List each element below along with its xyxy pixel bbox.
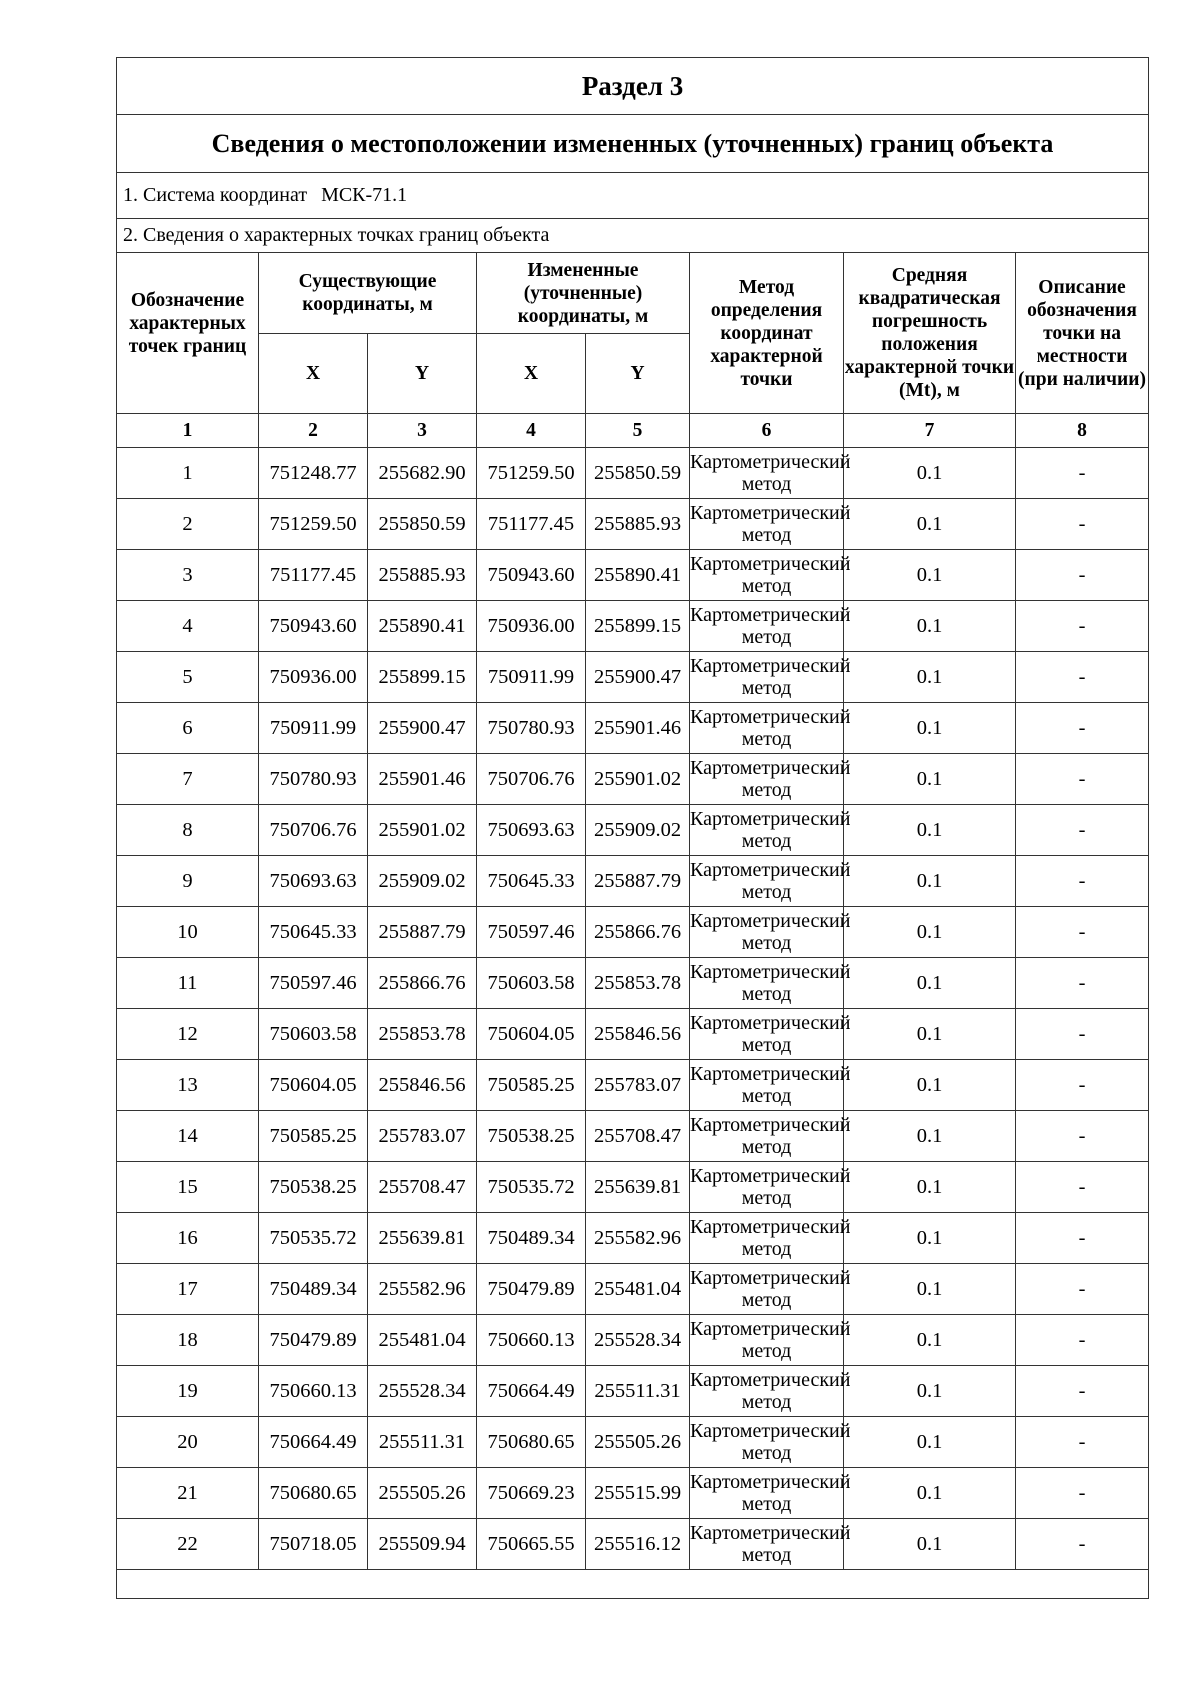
existing-y-cell: 255511.31 [368, 1417, 477, 1468]
table-row [117, 1315, 1149, 1366]
existing-y-cell: 255853.78 [368, 1009, 477, 1060]
description-cell: - [1016, 1468, 1149, 1519]
error-cell: 0.1 [844, 1315, 1016, 1366]
changed-y-cell: 255528.34 [586, 1315, 690, 1366]
point-number-cell: 13 [117, 1060, 259, 1111]
coordinate-system-row [117, 173, 1149, 219]
table-row [117, 1060, 1149, 1111]
header-existing-y: Y [368, 334, 477, 414]
existing-x-cell: 750597.46 [259, 958, 368, 1009]
existing-y-cell: 255708.47 [368, 1162, 477, 1213]
description-cell: - [1016, 601, 1149, 652]
changed-x-cell: 750604.05 [477, 1009, 586, 1060]
changed-x-cell: 750538.25 [477, 1111, 586, 1162]
table-row [117, 754, 1149, 805]
existing-y-cell: 255909.02 [368, 856, 477, 907]
existing-x-cell: 750479.89 [259, 1315, 368, 1366]
changed-y-cell: 255850.59 [586, 448, 690, 499]
table-row [117, 1162, 1149, 1213]
description-cell: - [1016, 1009, 1149, 1060]
description-cell: - [1016, 550, 1149, 601]
method-cell: Картометрический метод [690, 1060, 844, 1111]
points-heading: 2. Сведения о характерных точках границ объекта [117, 219, 1149, 253]
existing-x-cell: 750706.76 [259, 805, 368, 856]
existing-x-cell: 750535.72 [259, 1213, 368, 1264]
error-cell: 0.1 [844, 703, 1016, 754]
changed-y-cell: 255885.93 [586, 499, 690, 550]
error-cell: 0.1 [844, 1264, 1016, 1315]
existing-x-cell: 750780.93 [259, 754, 368, 805]
existing-x-cell: 750585.25 [259, 1111, 368, 1162]
description-cell: - [1016, 1519, 1149, 1570]
error-cell: 0.1 [844, 805, 1016, 856]
header-description: Описание обозначения точки на местности (при наличии) [1016, 253, 1149, 414]
boundary-points-table [116, 57, 1149, 1599]
method-cell: Картометрический метод [690, 1111, 844, 1162]
point-number-cell: 14 [117, 1111, 259, 1162]
existing-x-cell: 750603.58 [259, 1009, 368, 1060]
changed-y-cell: 255901.02 [586, 754, 690, 805]
existing-y-cell: 255481.04 [368, 1315, 477, 1366]
changed-x-cell: 750664.49 [477, 1366, 586, 1417]
header-error: Средняя квадратическая погрешность положения характерной точки (Mt), м [844, 253, 1016, 414]
document-sheet [116, 57, 1148, 1599]
point-number-cell: 17 [117, 1264, 259, 1315]
point-number-cell: 15 [117, 1162, 259, 1213]
point-number-cell: 9 [117, 856, 259, 907]
point-number-cell: 12 [117, 1009, 259, 1060]
table-row [117, 499, 1149, 550]
point-number-cell: 22 [117, 1519, 259, 1570]
method-cell: Картометрический метод [690, 1162, 844, 1213]
changed-x-cell: 750603.58 [477, 958, 586, 1009]
changed-y-cell: 255846.56 [586, 1009, 690, 1060]
existing-x-cell: 750911.99 [259, 703, 368, 754]
table-row [117, 1366, 1149, 1417]
method-cell: Картометрический метод [690, 1009, 844, 1060]
existing-x-cell: 751259.50 [259, 499, 368, 550]
method-cell: Картометрический метод [690, 1468, 844, 1519]
existing-x-cell: 750538.25 [259, 1162, 368, 1213]
description-cell: - [1016, 1417, 1149, 1468]
description-cell: - [1016, 1366, 1149, 1417]
existing-y-cell: 255682.90 [368, 448, 477, 499]
point-number-cell: 4 [117, 601, 259, 652]
column-number: 8 [1016, 414, 1149, 448]
column-number: 2 [259, 414, 368, 448]
description-cell: - [1016, 805, 1149, 856]
method-cell: Картометрический метод [690, 958, 844, 1009]
changed-y-cell: 255909.02 [586, 805, 690, 856]
column-number: 5 [586, 414, 690, 448]
error-cell: 0.1 [844, 1468, 1016, 1519]
existing-y-cell: 255528.34 [368, 1366, 477, 1417]
changed-x-cell: 750706.76 [477, 754, 586, 805]
changed-y-cell: 255708.47 [586, 1111, 690, 1162]
changed-y-cell: 255582.96 [586, 1213, 690, 1264]
existing-y-cell: 255509.94 [368, 1519, 477, 1570]
point-number-cell: 7 [117, 754, 259, 805]
method-cell: Картометрический метод [690, 448, 844, 499]
changed-x-cell: 750645.33 [477, 856, 586, 907]
point-number-cell: 8 [117, 805, 259, 856]
section-title: Раздел 3 [117, 58, 1149, 115]
existing-x-cell: 750660.13 [259, 1366, 368, 1417]
method-cell: Картометрический метод [690, 1417, 844, 1468]
method-cell: Картометрический метод [690, 1264, 844, 1315]
description-cell: - [1016, 754, 1149, 805]
point-number-cell: 16 [117, 1213, 259, 1264]
table-row [117, 703, 1149, 754]
changed-x-cell: 751259.50 [477, 448, 586, 499]
method-cell: Картометрический метод [690, 703, 844, 754]
method-cell: Картометрический метод [690, 1519, 844, 1570]
point-number-cell: 19 [117, 1366, 259, 1417]
error-cell: 0.1 [844, 1213, 1016, 1264]
existing-x-cell: 750936.00 [259, 652, 368, 703]
description-cell: - [1016, 652, 1149, 703]
error-cell: 0.1 [844, 1519, 1016, 1570]
existing-x-cell: 750645.33 [259, 907, 368, 958]
section-subtitle: Сведения о местоположении измененных (уточненных) границ объекта [117, 115, 1149, 173]
error-cell: 0.1 [844, 448, 1016, 499]
existing-x-cell: 750604.05 [259, 1060, 368, 1111]
point-number-cell: 1 [117, 448, 259, 499]
description-cell: - [1016, 1111, 1149, 1162]
description-cell: - [1016, 907, 1149, 958]
existing-y-cell: 255885.93 [368, 550, 477, 601]
method-cell: Картометрический метод [690, 1366, 844, 1417]
table-row [117, 1468, 1149, 1519]
changed-y-cell: 255866.76 [586, 907, 690, 958]
existing-x-cell: 750680.65 [259, 1468, 368, 1519]
point-number-cell: 2 [117, 499, 259, 550]
existing-y-cell: 255505.26 [368, 1468, 477, 1519]
existing-x-cell: 750943.60 [259, 601, 368, 652]
existing-x-cell: 751248.77 [259, 448, 368, 499]
changed-x-cell: 750535.72 [477, 1162, 586, 1213]
point-number-cell: 3 [117, 550, 259, 601]
column-number: 1 [117, 414, 259, 448]
description-cell: - [1016, 856, 1149, 907]
point-number-cell: 5 [117, 652, 259, 703]
error-cell: 0.1 [844, 550, 1016, 601]
changed-x-cell: 750911.99 [477, 652, 586, 703]
error-cell: 0.1 [844, 1162, 1016, 1213]
coordinate-system-value: МСК-71.1 [321, 184, 408, 206]
table-row [117, 1417, 1149, 1468]
coordinate-system-label: 1. Система координат [123, 184, 308, 206]
changed-x-cell: 750597.46 [477, 907, 586, 958]
changed-x-cell: 750479.89 [477, 1264, 586, 1315]
existing-y-cell: 255639.81 [368, 1213, 477, 1264]
description-cell: - [1016, 1315, 1149, 1366]
method-cell: Картометрический метод [690, 550, 844, 601]
table-row [117, 805, 1149, 856]
changed-x-cell: 750780.93 [477, 703, 586, 754]
table-row [117, 856, 1149, 907]
method-cell: Картометрический метод [690, 652, 844, 703]
error-cell: 0.1 [844, 1111, 1016, 1162]
error-cell: 0.1 [844, 1009, 1016, 1060]
description-cell: - [1016, 958, 1149, 1009]
existing-x-cell: 751177.45 [259, 550, 368, 601]
error-cell: 0.1 [844, 1060, 1016, 1111]
header-changed-y: Y [586, 334, 690, 414]
method-cell: Картометрический метод [690, 754, 844, 805]
point-number-cell: 11 [117, 958, 259, 1009]
changed-x-cell: 750943.60 [477, 550, 586, 601]
error-cell: 0.1 [844, 1366, 1016, 1417]
changed-y-cell: 255899.15 [586, 601, 690, 652]
existing-y-cell: 255899.15 [368, 652, 477, 703]
column-numbers-row [117, 414, 1149, 448]
existing-x-cell: 750693.63 [259, 856, 368, 907]
existing-y-cell: 255900.47 [368, 703, 477, 754]
table-row [117, 1519, 1149, 1570]
changed-y-cell: 255783.07 [586, 1060, 690, 1111]
description-cell: - [1016, 448, 1149, 499]
existing-y-cell: 255901.02 [368, 805, 477, 856]
header-changed-x: X [477, 334, 586, 414]
changed-x-cell: 750585.25 [477, 1060, 586, 1111]
changed-y-cell: 255900.47 [586, 652, 690, 703]
header-existing-x: X [259, 334, 368, 414]
table-row [117, 652, 1149, 703]
changed-y-cell: 255516.12 [586, 1519, 690, 1570]
existing-y-cell: 255890.41 [368, 601, 477, 652]
error-cell: 0.1 [844, 754, 1016, 805]
column-number: 6 [690, 414, 844, 448]
existing-y-cell: 255901.46 [368, 754, 477, 805]
table-row [117, 448, 1149, 499]
existing-y-cell: 255887.79 [368, 907, 477, 958]
method-cell: Картометрический метод [690, 601, 844, 652]
changed-y-cell: 255515.99 [586, 1468, 690, 1519]
error-cell: 0.1 [844, 958, 1016, 1009]
header-designation: Обозначение характерных точек границ [117, 253, 259, 414]
error-cell: 0.1 [844, 1417, 1016, 1468]
changed-x-cell: 750669.23 [477, 1468, 586, 1519]
existing-x-cell: 750718.05 [259, 1519, 368, 1570]
column-number: 4 [477, 414, 586, 448]
changed-x-cell: 750680.65 [477, 1417, 586, 1468]
method-cell: Картометрический метод [690, 1315, 844, 1366]
existing-x-cell: 750489.34 [259, 1264, 368, 1315]
existing-y-cell: 255866.76 [368, 958, 477, 1009]
existing-y-cell: 255846.56 [368, 1060, 477, 1111]
changed-y-cell: 255511.31 [586, 1366, 690, 1417]
table-row [117, 1213, 1149, 1264]
column-number: 3 [368, 414, 477, 448]
table-footer-cell [117, 1570, 1149, 1599]
column-number: 7 [844, 414, 1016, 448]
existing-x-cell: 750664.49 [259, 1417, 368, 1468]
changed-x-cell: 750489.34 [477, 1213, 586, 1264]
table-row [117, 1111, 1149, 1162]
error-cell: 0.1 [844, 499, 1016, 550]
method-cell: Картометрический метод [690, 856, 844, 907]
error-cell: 0.1 [844, 601, 1016, 652]
description-cell: - [1016, 703, 1149, 754]
method-cell: Картометрический метод [690, 1213, 844, 1264]
changed-y-cell: 255901.46 [586, 703, 690, 754]
changed-x-cell: 751177.45 [477, 499, 586, 550]
point-number-cell: 20 [117, 1417, 259, 1468]
table-row [117, 907, 1149, 958]
changed-x-cell: 750936.00 [477, 601, 586, 652]
changed-y-cell: 255481.04 [586, 1264, 690, 1315]
description-cell: - [1016, 1162, 1149, 1213]
changed-x-cell: 750660.13 [477, 1315, 586, 1366]
description-cell: - [1016, 499, 1149, 550]
existing-y-cell: 255582.96 [368, 1264, 477, 1315]
existing-y-cell: 255850.59 [368, 499, 477, 550]
point-number-cell: 10 [117, 907, 259, 958]
changed-y-cell: 255890.41 [586, 550, 690, 601]
changed-y-cell: 255505.26 [586, 1417, 690, 1468]
table-row [117, 550, 1149, 601]
point-number-cell: 6 [117, 703, 259, 754]
error-cell: 0.1 [844, 907, 1016, 958]
method-cell: Картометрический метод [690, 805, 844, 856]
table-row [117, 601, 1149, 652]
table-footer-row [117, 1570, 1149, 1599]
point-number-cell: 18 [117, 1315, 259, 1366]
changed-x-cell: 750665.55 [477, 1519, 586, 1570]
method-cell: Картометрический метод [690, 907, 844, 958]
table-row [117, 1264, 1149, 1315]
error-cell: 0.1 [844, 856, 1016, 907]
header-method: Метод определения координат характерной точки [690, 253, 844, 414]
description-cell: - [1016, 1060, 1149, 1111]
table-row [117, 1009, 1149, 1060]
changed-y-cell: 255853.78 [586, 958, 690, 1009]
existing-y-cell: 255783.07 [368, 1111, 477, 1162]
error-cell: 0.1 [844, 652, 1016, 703]
changed-y-cell: 255887.79 [586, 856, 690, 907]
changed-y-cell: 255639.81 [586, 1162, 690, 1213]
header-changed-coordinates: Измененные (уточненные) координаты, м [477, 253, 690, 334]
method-cell: Картометрический метод [690, 499, 844, 550]
table-row [117, 958, 1149, 1009]
point-number-cell: 21 [117, 1468, 259, 1519]
changed-x-cell: 750693.63 [477, 805, 586, 856]
description-cell: - [1016, 1264, 1149, 1315]
description-cell: - [1016, 1213, 1149, 1264]
header-existing-coordinates: Существующие координаты, м [259, 253, 477, 334]
